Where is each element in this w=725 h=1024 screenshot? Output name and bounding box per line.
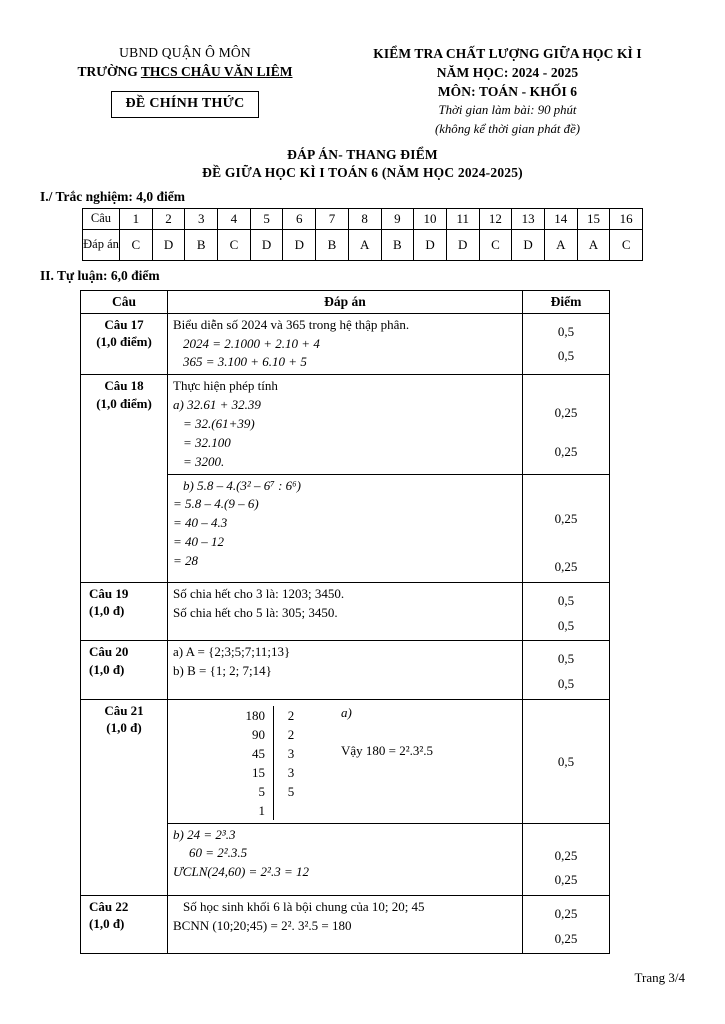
answer-body-21a: [168, 699, 523, 823]
score-value: 0,5: [557, 617, 575, 633]
question-number: 13: [512, 208, 545, 229]
part2-heading: II. Tự luận: 6,0 điểm: [40, 267, 160, 283]
factor-row: [231, 706, 308, 725]
answer-line: Số chia hết cho 3 là: 1203; 3450.: [173, 585, 345, 601]
answer-letter: D: [250, 229, 283, 260]
score-value: 0,25: [554, 559, 578, 575]
question-label-18: [81, 375, 168, 583]
school-year: NĂM HỌC: 2024 - 2025: [436, 65, 579, 81]
factor-dividend: 1: [231, 801, 274, 820]
answer-body-18a: [168, 375, 523, 474]
answer-letter: B: [381, 229, 414, 260]
answer-letter: C: [610, 229, 643, 260]
multiple-choice-section: [40, 208, 685, 261]
answer-letter: A: [348, 229, 381, 260]
answer-line: ƯCLN(24,60) = 2².3 = 12: [173, 864, 309, 880]
score-value: 0,5: [557, 323, 575, 339]
score-value: 0,25: [554, 872, 578, 888]
question-number: 4: [218, 208, 251, 229]
factor-dividend: 45: [231, 744, 274, 763]
factor-divisor: 2: [287, 707, 295, 723]
score-value: 0,5: [557, 592, 575, 608]
school-name-underlined: THCS CHÂU VĂN LIÊM: [140, 64, 293, 79]
factorization-conclusion: Vậy 180 = 2².3².5: [341, 742, 434, 758]
answer-line: Biểu diễn số 2024 và 365 trong hệ thập phân.: [173, 316, 410, 332]
score-value: 0,25: [554, 847, 578, 863]
answer-line: = 3200.: [183, 453, 225, 469]
answer-line: 365 = 3.100 + 6.10 + 5: [183, 354, 307, 370]
score-value: 0,25: [554, 510, 578, 526]
question-number: 8: [348, 208, 381, 229]
question-number-18: Câu 18: [104, 378, 144, 394]
question-number: 11: [446, 208, 479, 229]
question-label-19: [81, 582, 168, 640]
question-number-21: Câu 21: [104, 702, 144, 718]
table-row: [81, 582, 610, 640]
answer-line: b) 24 = 2³.3: [173, 826, 236, 842]
document-header: [40, 44, 685, 138]
answer-letter: D: [512, 229, 545, 260]
factor-dividend: 5: [231, 782, 274, 801]
table-header-row: [81, 290, 610, 313]
essay-answer-table: [80, 290, 610, 954]
answer-line: a) 32.61 + 32.39: [173, 397, 261, 413]
question-label-22: [81, 895, 168, 953]
score-cell-21b: [523, 823, 610, 895]
answer-line: b) 5.8 – 4.(3² – 6⁷ : 6⁶): [183, 477, 302, 493]
answer-body-18b: [168, 474, 523, 582]
table-row-answers: [83, 229, 643, 260]
factor-dividend: 180: [231, 706, 274, 725]
score-value: 0,25: [554, 905, 578, 921]
table-row: [81, 699, 610, 823]
question-label-20: [81, 641, 168, 699]
answer-body-19: [168, 582, 523, 640]
score-value: 0,5: [557, 753, 575, 769]
answer-body-21b: [168, 823, 523, 895]
essay-answers-section: [40, 290, 685, 954]
factor-dividend: 15: [231, 763, 274, 782]
header-right-block: [330, 44, 685, 138]
factor-row: [231, 801, 308, 820]
factor-divisor: 2: [287, 726, 295, 742]
answer-line: BCNN (10;20;45) = 2². 3².5 = 180: [173, 917, 352, 933]
multiple-choice-table: [82, 208, 643, 261]
answer-letter: C: [479, 229, 512, 260]
column-header-diem: Điểm: [523, 290, 610, 313]
answer-line: = 32.100: [183, 434, 231, 450]
table-row: [81, 895, 610, 953]
score-cell-17: [523, 313, 610, 375]
answer-body-17: [168, 313, 523, 375]
question-number-22: Câu 22: [89, 898, 129, 914]
answer-letter: B: [185, 229, 218, 260]
answer-line: = 5.8 – 4.(9 – 6): [173, 496, 259, 512]
question-label-21: [81, 699, 168, 895]
question-number: 16: [610, 208, 643, 229]
score-cell-18a: [523, 375, 610, 474]
question-number: 12: [479, 208, 512, 229]
answer-letter: A: [577, 229, 610, 260]
table-row: [81, 641, 610, 699]
score-cell-19: [523, 582, 610, 640]
answer-line: b) B = {1; 2; 7;14}: [173, 663, 272, 679]
answer-line: Số chia hết cho 5 là: 305; 3450.: [173, 604, 338, 620]
column-header-dapan: Đáp án: [168, 290, 523, 313]
row-label-question: Câu: [83, 208, 120, 229]
subject-grade: MÔN: TOÁN - KHỐI 6: [437, 84, 578, 100]
table-row: [81, 313, 610, 375]
question-label-17: [81, 313, 168, 375]
factor-divisor: 3: [287, 764, 295, 780]
question-points-19: (1,0 đ): [89, 603, 125, 619]
factor-dividend: 90: [231, 725, 274, 744]
answer-line: 60 = 2².3.5: [189, 845, 248, 861]
score-value: 0,5: [557, 675, 575, 691]
table-row: [81, 375, 610, 474]
authority-name: UBND QUẬN Ô MÔN: [119, 45, 251, 60]
score-value: 0,5: [557, 348, 575, 364]
question-number: 7: [316, 208, 349, 229]
question-points-18: (1,0 điểm): [96, 395, 152, 411]
sublabel-a: a): [341, 704, 352, 720]
question-number-17: Câu 17: [104, 316, 144, 332]
question-number: 14: [544, 208, 577, 229]
question-number-20: Câu 20: [89, 644, 129, 660]
answer-line: = 28: [173, 552, 199, 568]
score-value: 0,25: [554, 444, 578, 459]
question-points-17: (1,0 điểm): [96, 334, 152, 350]
header-left-block: [40, 44, 330, 118]
school-name-prefix: TRƯỜNG: [77, 64, 141, 79]
score-value: 0,25: [554, 405, 578, 421]
column-header-cau: Câu: [81, 290, 168, 313]
question-number: 3: [185, 208, 218, 229]
answer-letter: C: [120, 229, 153, 260]
answer-line: = 40 – 12: [173, 534, 225, 550]
question-number: 9: [381, 208, 414, 229]
score-cell-21a: [523, 699, 610, 823]
answer-letter: D: [446, 229, 479, 260]
answer-line: = 40 – 4.3: [173, 515, 228, 531]
answer-key-title: ĐÁP ÁN- THANG ĐIỂM: [287, 146, 438, 162]
answer-line: Số học sinh khối 6 là bội chung của 10; 20; 45: [183, 898, 425, 914]
page-footer: Trang 3/4: [634, 970, 685, 985]
question-points-21: (1,0 đ): [106, 720, 142, 736]
factor-divisor: [274, 801, 308, 820]
answer-key-subtitle: ĐỀ GIỮA HỌC KÌ I TOÁN 6 (NĂM HỌC 2024-2025): [202, 164, 523, 180]
answer-letter: D: [152, 229, 185, 260]
school-name: [40, 64, 330, 80]
answer-body-22: [168, 895, 523, 953]
answer-letter: D: [414, 229, 447, 260]
score-cell-22: [523, 895, 610, 953]
score-value: 0,5: [557, 651, 575, 667]
answer-line: 2024 = 2.1000 + 2.10 + 4: [183, 335, 320, 351]
answer-letter: B: [316, 229, 349, 260]
official-exam-badge: ĐỀ CHÍNH THỨC: [111, 91, 258, 118]
factor-divisor: 5: [287, 783, 295, 799]
factor-row: [231, 725, 308, 744]
answer-letter: A: [544, 229, 577, 260]
factor-divisor: 3: [287, 745, 295, 761]
answer-body-20: [168, 641, 523, 699]
answer-letter: C: [218, 229, 251, 260]
answer-letter: D: [283, 229, 316, 260]
exam-title: KIỂM TRA CHẤT LƯỢNG GIỮA HỌC KÌ I: [373, 46, 642, 61]
exam-duration: Thời gian làm bài: 90 phút: [438, 103, 577, 118]
question-number: 2: [152, 208, 185, 229]
question-number: 10: [414, 208, 447, 229]
question-number-19: Câu 19: [89, 585, 129, 601]
factor-row: [231, 763, 308, 782]
question-points-22: (1,0 đ): [89, 916, 125, 932]
question-number: 1: [120, 208, 153, 229]
question-number: 5: [250, 208, 283, 229]
answer-line: a) A = {2;3;5;7;11;13}: [173, 644, 291, 660]
part1-heading: I./ Trắc nghiệm: 4,0 điểm: [40, 188, 185, 204]
row-label-answer: Đáp án: [83, 229, 120, 260]
score-cell-18b: [523, 474, 610, 582]
question-number: 15: [577, 208, 610, 229]
table-row-questions: [83, 208, 643, 229]
score-value: 0,25: [554, 930, 578, 946]
factor-row: [231, 744, 308, 763]
answer-line: Thực hiện phép tính: [173, 378, 278, 394]
answer-line: = 32.(61+39): [183, 416, 255, 431]
factor-row: [231, 782, 308, 801]
score-cell-20: [523, 641, 610, 699]
factorization-diagram: [173, 702, 517, 821]
exam-duration-note: (không kể thời gian phát đề): [434, 121, 581, 136]
question-points-20: (1,0 đ): [89, 661, 125, 677]
factor-tree: [231, 706, 308, 820]
question-number: 6: [283, 208, 316, 229]
